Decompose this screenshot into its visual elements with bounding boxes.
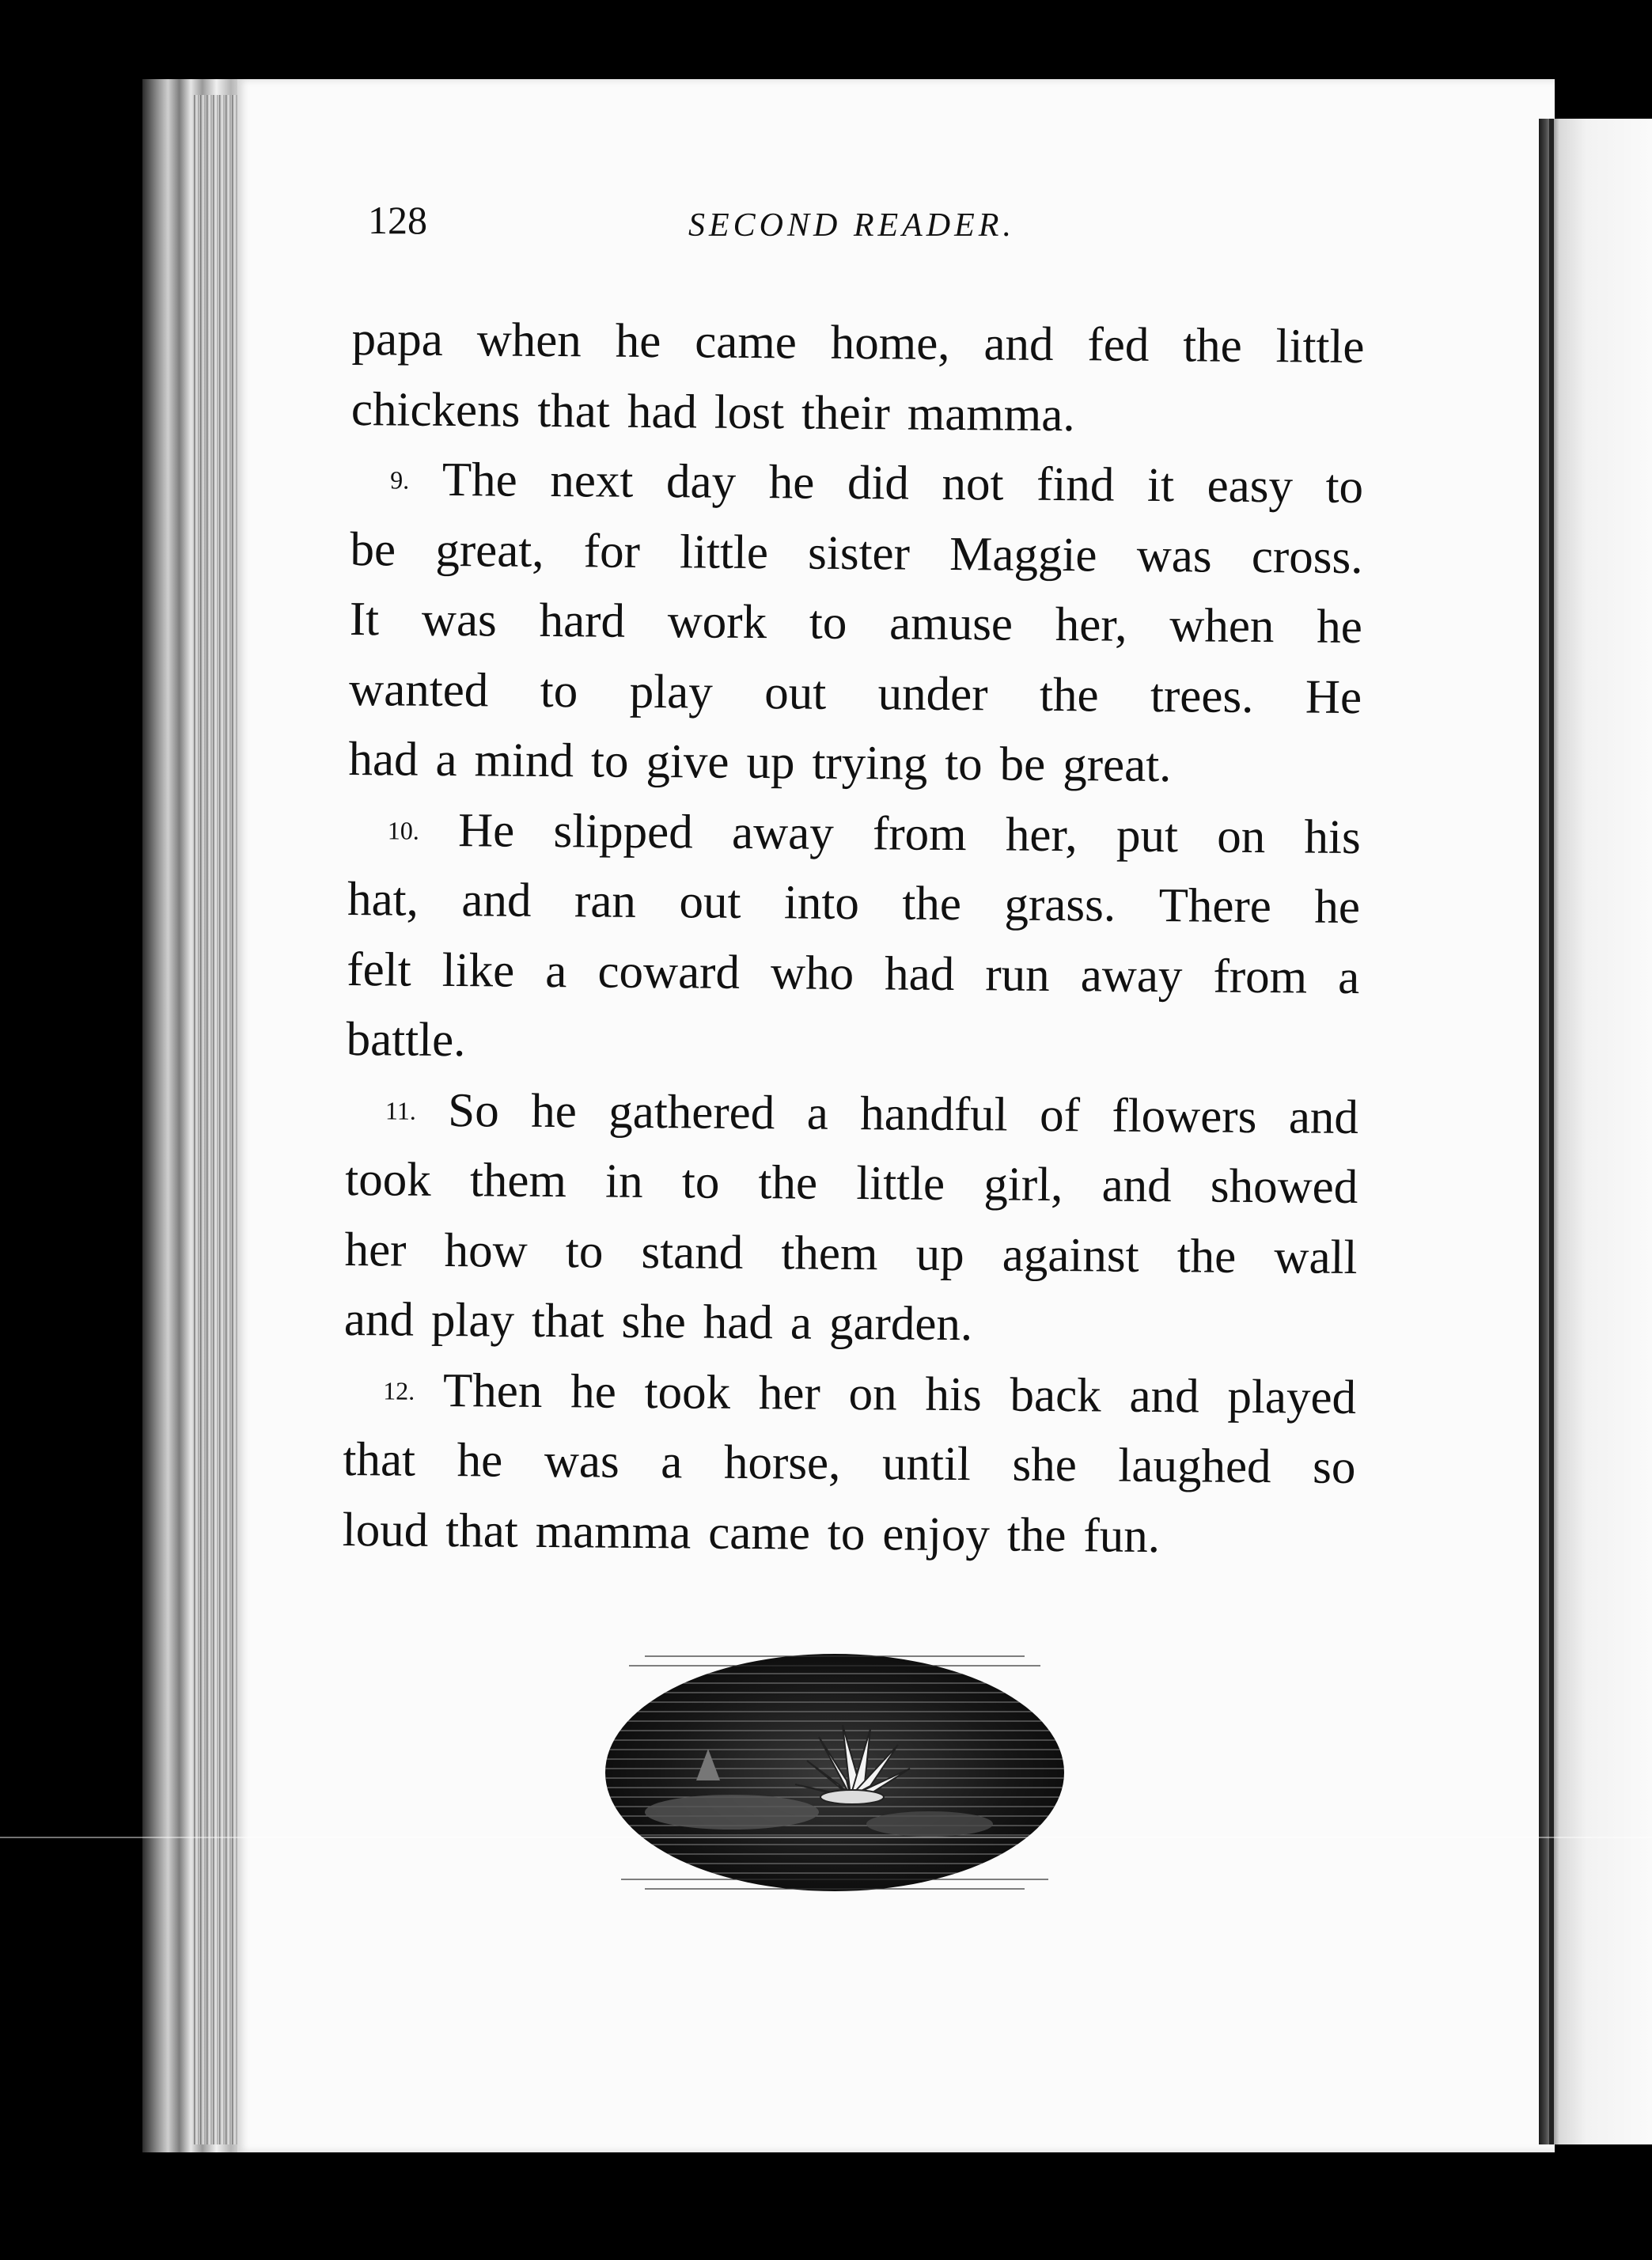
text-line xyxy=(348,725,1362,803)
word: his xyxy=(925,1367,982,1421)
word: he xyxy=(457,1434,503,1488)
word: It xyxy=(349,592,380,647)
word: under xyxy=(877,666,988,721)
word: a xyxy=(1337,950,1360,1004)
word: amuse xyxy=(889,597,1014,651)
word: a xyxy=(790,1296,813,1350)
word: wanted xyxy=(348,662,489,717)
word: ran xyxy=(574,874,637,928)
word: chickens xyxy=(350,382,521,438)
text-line xyxy=(343,1425,1356,1504)
body-text xyxy=(342,305,1364,1573)
word: There xyxy=(1158,879,1272,934)
word: played xyxy=(1227,1370,1357,1424)
word: girl, xyxy=(983,1158,1063,1212)
word: on xyxy=(1216,810,1266,863)
word: trees. xyxy=(1150,669,1254,723)
word: took xyxy=(644,1365,731,1420)
word: how xyxy=(444,1223,529,1278)
paragraph-number-label: 11. xyxy=(385,1095,416,1125)
word: that xyxy=(537,384,611,438)
word: play xyxy=(430,1293,515,1348)
word: play xyxy=(629,665,714,719)
text-line xyxy=(350,445,1364,523)
word: up xyxy=(915,1227,964,1281)
word: a xyxy=(435,733,457,787)
word: took xyxy=(345,1152,432,1207)
word: had xyxy=(884,946,955,1001)
word: so xyxy=(1312,1440,1356,1495)
word: garden. xyxy=(828,1296,973,1352)
word: be xyxy=(350,522,396,576)
word: battle. xyxy=(346,1012,466,1067)
word: had xyxy=(348,732,419,787)
word: the xyxy=(1183,319,1243,373)
word: of xyxy=(1039,1088,1081,1142)
word: mamma. xyxy=(907,387,1075,442)
word: to xyxy=(944,737,983,791)
word: away xyxy=(1080,948,1183,1003)
scan-artifact-line xyxy=(0,1837,1652,1838)
word: until xyxy=(881,1437,972,1492)
word: the xyxy=(1176,1229,1237,1284)
word: and xyxy=(983,317,1054,371)
word: her xyxy=(344,1223,407,1277)
paragraph-number xyxy=(390,445,410,515)
word: to xyxy=(1325,460,1364,514)
word: not xyxy=(942,457,1004,511)
word: her xyxy=(758,1366,821,1420)
text-line xyxy=(345,1145,1358,1223)
word: great. xyxy=(1062,738,1172,793)
text-line xyxy=(344,1215,1358,1293)
word: enjoy xyxy=(882,1507,991,1561)
word: like xyxy=(441,943,515,998)
word: a xyxy=(806,1086,829,1140)
word: he xyxy=(570,1364,617,1419)
word: to xyxy=(809,596,847,650)
word: the xyxy=(902,877,962,931)
word: little xyxy=(1275,320,1365,374)
word: and xyxy=(1101,1158,1172,1213)
word: lost xyxy=(714,385,785,439)
word: up xyxy=(746,735,795,790)
word: papa xyxy=(351,312,444,366)
paragraph-number-label: 12. xyxy=(383,1375,415,1405)
word: and xyxy=(1129,1369,1199,1423)
word: for xyxy=(583,524,641,578)
word: be xyxy=(999,738,1046,791)
text-line xyxy=(350,585,1363,663)
word: was xyxy=(544,1434,620,1488)
word: away xyxy=(731,806,835,860)
word: laughed xyxy=(1118,1439,1271,1494)
word: their xyxy=(801,385,891,440)
word: coward xyxy=(597,944,741,999)
word: gathered xyxy=(608,1085,775,1139)
word: work xyxy=(667,595,767,650)
word: a xyxy=(661,1435,683,1489)
word: when xyxy=(1169,599,1275,654)
word: mind xyxy=(474,734,574,788)
word: against xyxy=(1002,1227,1139,1283)
word: did xyxy=(847,456,910,510)
paragraph-number-label: 9. xyxy=(390,465,410,495)
word: find xyxy=(1036,457,1115,512)
word: give xyxy=(646,734,729,789)
text-line xyxy=(343,1355,1357,1433)
paragraph-number xyxy=(387,795,419,866)
word: had xyxy=(627,385,698,438)
word: to xyxy=(565,1224,604,1279)
page-header xyxy=(368,196,1389,252)
text-line xyxy=(342,1495,1355,1573)
word: little xyxy=(679,525,769,579)
text-line xyxy=(349,654,1362,733)
word: he xyxy=(530,1084,578,1138)
word: to xyxy=(590,734,629,788)
word: showed xyxy=(1210,1159,1358,1215)
word: great, xyxy=(435,523,544,578)
word: and xyxy=(461,874,532,927)
text-line xyxy=(346,1005,1359,1083)
word: flowers xyxy=(1112,1089,1257,1143)
word: into xyxy=(783,876,860,931)
word: he xyxy=(1316,600,1363,654)
word: fed xyxy=(1087,318,1150,372)
word: easy xyxy=(1207,459,1294,514)
word: that xyxy=(445,1504,519,1558)
word: that xyxy=(343,1432,416,1487)
word: stand xyxy=(641,1225,744,1280)
word: loud xyxy=(342,1503,429,1557)
word: hard xyxy=(539,593,626,648)
text-line xyxy=(347,865,1361,943)
word: the xyxy=(1006,1508,1067,1562)
word: sister xyxy=(807,526,911,581)
word: came xyxy=(694,315,798,370)
water-lily-vignette-icon xyxy=(597,1642,1072,1903)
word: out xyxy=(679,875,741,929)
paragraph-number xyxy=(383,1356,415,1426)
word: and xyxy=(343,1292,415,1347)
word: home, xyxy=(830,316,950,370)
word: them xyxy=(469,1154,567,1208)
word: who xyxy=(770,946,854,1000)
word: her, xyxy=(1055,597,1127,652)
text-line xyxy=(347,794,1361,873)
word: had xyxy=(703,1295,774,1350)
word: run xyxy=(985,947,1050,1002)
word: the xyxy=(758,1156,818,1210)
paragraph-number-label: 10. xyxy=(387,815,419,845)
word: he xyxy=(1314,880,1361,935)
word: So xyxy=(448,1083,500,1137)
word: his xyxy=(1304,810,1362,864)
text-line xyxy=(351,305,1365,383)
word: trying xyxy=(812,736,928,791)
word: a xyxy=(545,944,567,998)
word: from xyxy=(1213,950,1308,1004)
word: slipped xyxy=(553,804,694,859)
word: put xyxy=(1116,809,1179,863)
word: horse, xyxy=(723,1435,841,1490)
word: he xyxy=(615,314,661,369)
word: felt xyxy=(347,942,411,997)
word: in xyxy=(604,1155,643,1208)
word: was xyxy=(421,593,498,647)
word: cross. xyxy=(1251,529,1363,584)
word: He xyxy=(1305,669,1362,724)
running-title: SECOND READER. xyxy=(688,207,1015,244)
word: He xyxy=(457,803,515,858)
page-number: 128 xyxy=(368,198,427,242)
word: from xyxy=(872,806,967,861)
word: out xyxy=(763,665,827,720)
word: Then xyxy=(442,1363,543,1418)
word: to xyxy=(681,1155,720,1209)
word: her, xyxy=(1005,808,1078,862)
word: hat, xyxy=(347,872,419,927)
word: day xyxy=(665,455,737,509)
word: handful xyxy=(860,1086,1008,1142)
word: she xyxy=(621,1295,687,1349)
word: was xyxy=(1136,529,1212,583)
word: mamma xyxy=(535,1504,691,1559)
word: and xyxy=(1288,1090,1359,1144)
word: fun. xyxy=(1083,1508,1161,1563)
word: it xyxy=(1146,458,1175,513)
word: them xyxy=(781,1226,878,1280)
word: The xyxy=(441,453,518,507)
word: to xyxy=(827,1507,866,1560)
word: came xyxy=(708,1506,811,1560)
text-line xyxy=(350,514,1363,593)
next-book-page xyxy=(1539,119,1652,2144)
word: to xyxy=(540,664,578,718)
word: wall xyxy=(1274,1230,1358,1284)
word: he xyxy=(768,456,815,510)
word: grass. xyxy=(1004,878,1116,932)
word: she xyxy=(1012,1438,1078,1492)
word: the xyxy=(1039,668,1099,722)
word: next xyxy=(550,453,634,508)
page-gutter xyxy=(1549,119,1554,2144)
word: little xyxy=(856,1157,945,1211)
text-line xyxy=(347,935,1360,1013)
text-line xyxy=(351,374,1365,453)
paragraph-number xyxy=(385,1075,417,1146)
word: Maggie xyxy=(949,527,1097,582)
word: on xyxy=(848,1367,897,1420)
text-line xyxy=(344,1285,1358,1363)
word: that xyxy=(531,1294,604,1348)
word: back xyxy=(1010,1368,1101,1422)
word: when xyxy=(476,313,582,368)
text-line xyxy=(346,1075,1359,1153)
